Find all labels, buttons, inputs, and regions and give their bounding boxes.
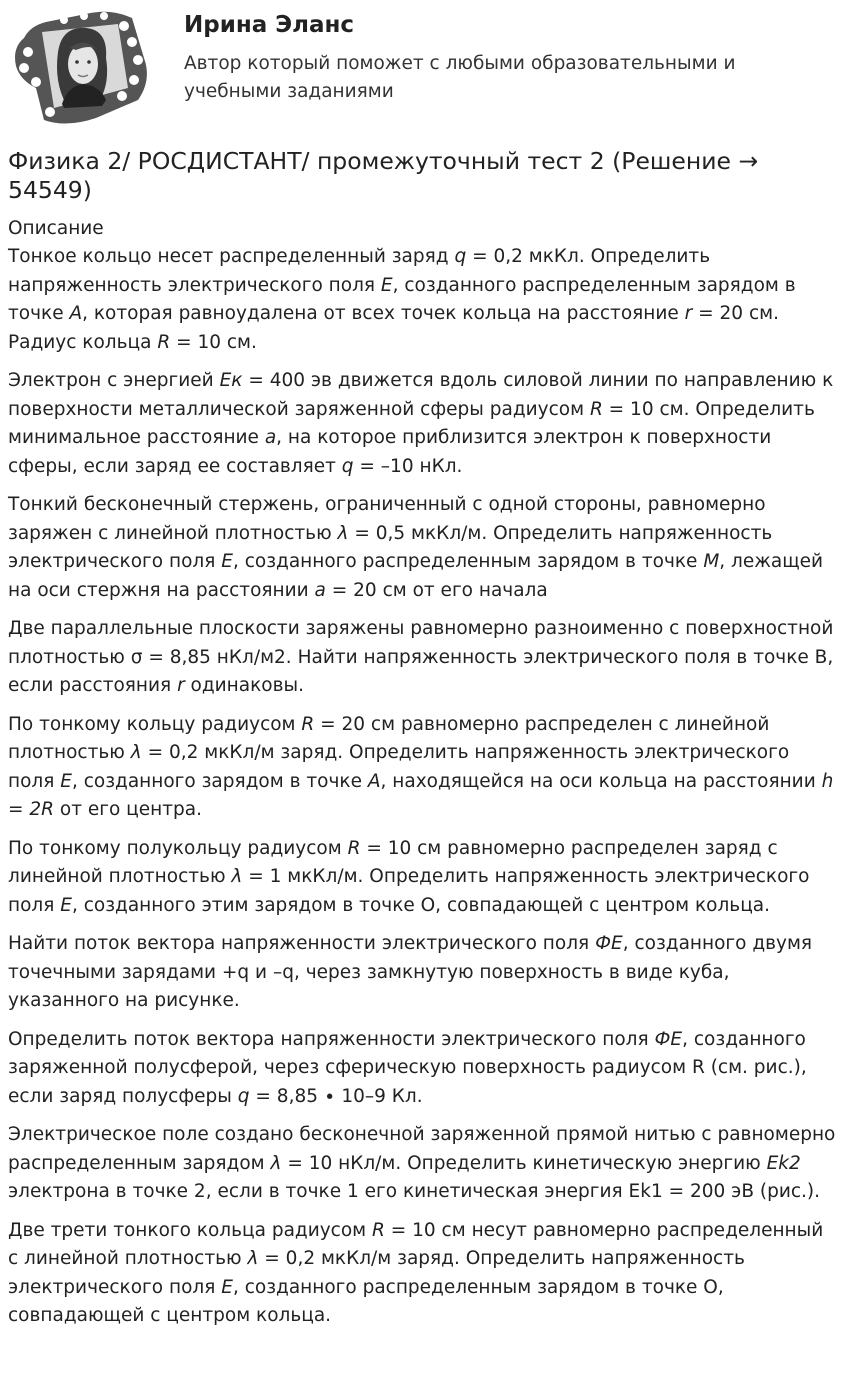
task-item: Электрическое поле создано бесконечной заряженной прямой нитью с равномерно распределенным зарядом λ = 10 нКл/м. Определить кинетическую энергию Ek2 электрона в точке 2, если в точке 1 его кинетическая энергия Ek1 = 200 эВ (рис.). xyxy=(8,1124,836,1202)
author-card xyxy=(0,0,847,135)
task-item: Определить поток вектора напряженности электрического поля ФE, созданного заряженной полусферой, через сферическую поверхность радиусом R (см. рис.), если заряд полусферы q = 8,85 ∙ 10–9 Кл. xyxy=(8,1028,807,1107)
page-title: Физика 2/ РОСДИСТАНТ/ промежуточный тест 2 (Решение → 54549) xyxy=(8,147,759,204)
task-item: Электрон с энергией Eк = 400 эв движется вдоль силовой линии по направлению к поверхности металлической заряженной сферы радиусом R = 10 см. Определить минимальное расстояние a, на которое приблизится электрон к поверхности сферы, если заряд ее составляет q = –10 нКл. xyxy=(8,370,834,477)
task-item: Две параллельные плоскости заряжены равномерно разноименно с поверхностной плотностью σ = 8,85 нКл/м2. Найти напряженность электрического поля в точке В, если расстояния r одинаковы. xyxy=(8,618,834,696)
task-list xyxy=(0,243,847,1331)
task-item: Найти поток вектора напряженности электрического поля ФE, созданного двумя точечными зарядами +q и –q, через замкнутую поверхность в виде куба, указанного на рисунке. xyxy=(8,933,813,1011)
task-item: Тонкое кольцо несет распределенный заряд q = 0,2 мкКл. Определить напряженность электрического поля E, созданного распределенным зарядом в точке A, которая равноудалена от всех точек кольца на расстояние r = 20 см. Радиус кольца R = 10 см. xyxy=(8,246,796,353)
task-item: Тонкий бесконечный стержень, ограниченный с одной стороны, равномерно заряжен с линейной плотностью λ = 0,5 мкКл/м. Определить напряженность электрического поля E, созданного распределенным зарядом в точке M, лежащей на оси стержня на расстоянии a = 20 см от его начала xyxy=(8,494,824,601)
author-name[interactable]: Ирина Эланс xyxy=(184,12,355,38)
task-item: По тонкому кольцу радиусом R = 20 см равномерно распределен с линейной плотностью λ = 0,2 мкКл/м заряд. Определить напряженность электрического поля E, созданного зарядом в точке A, находящейся на оси кольца на расстоянии h = 2R от его центра. xyxy=(8,713,834,820)
author-description: Автор который поможет с любыми образовательными и учебными заданиями xyxy=(184,53,736,102)
task-item: Две трети тонкого кольца радиусом R = 10 см несут равномерно распределенный с линейной плотностью λ = 0,2 мкКл/м заряд. Определить напряженность электрического поля E, созданного распределенным зарядом в точке O, совпадающей с центром кольца. xyxy=(8,1219,824,1326)
description-label: Описание xyxy=(8,218,104,239)
film-frame-portrait-icon[interactable] xyxy=(6,8,152,128)
task-item: По тонкому полукольцу радиусом R = 10 см равномерно распределен заряд с линейной плотностью λ = 1 мкКл/м. Определить напряженность электрического поля E, созданного этим зарядом в точке O, совпадающей с центром кольца. xyxy=(8,837,810,916)
